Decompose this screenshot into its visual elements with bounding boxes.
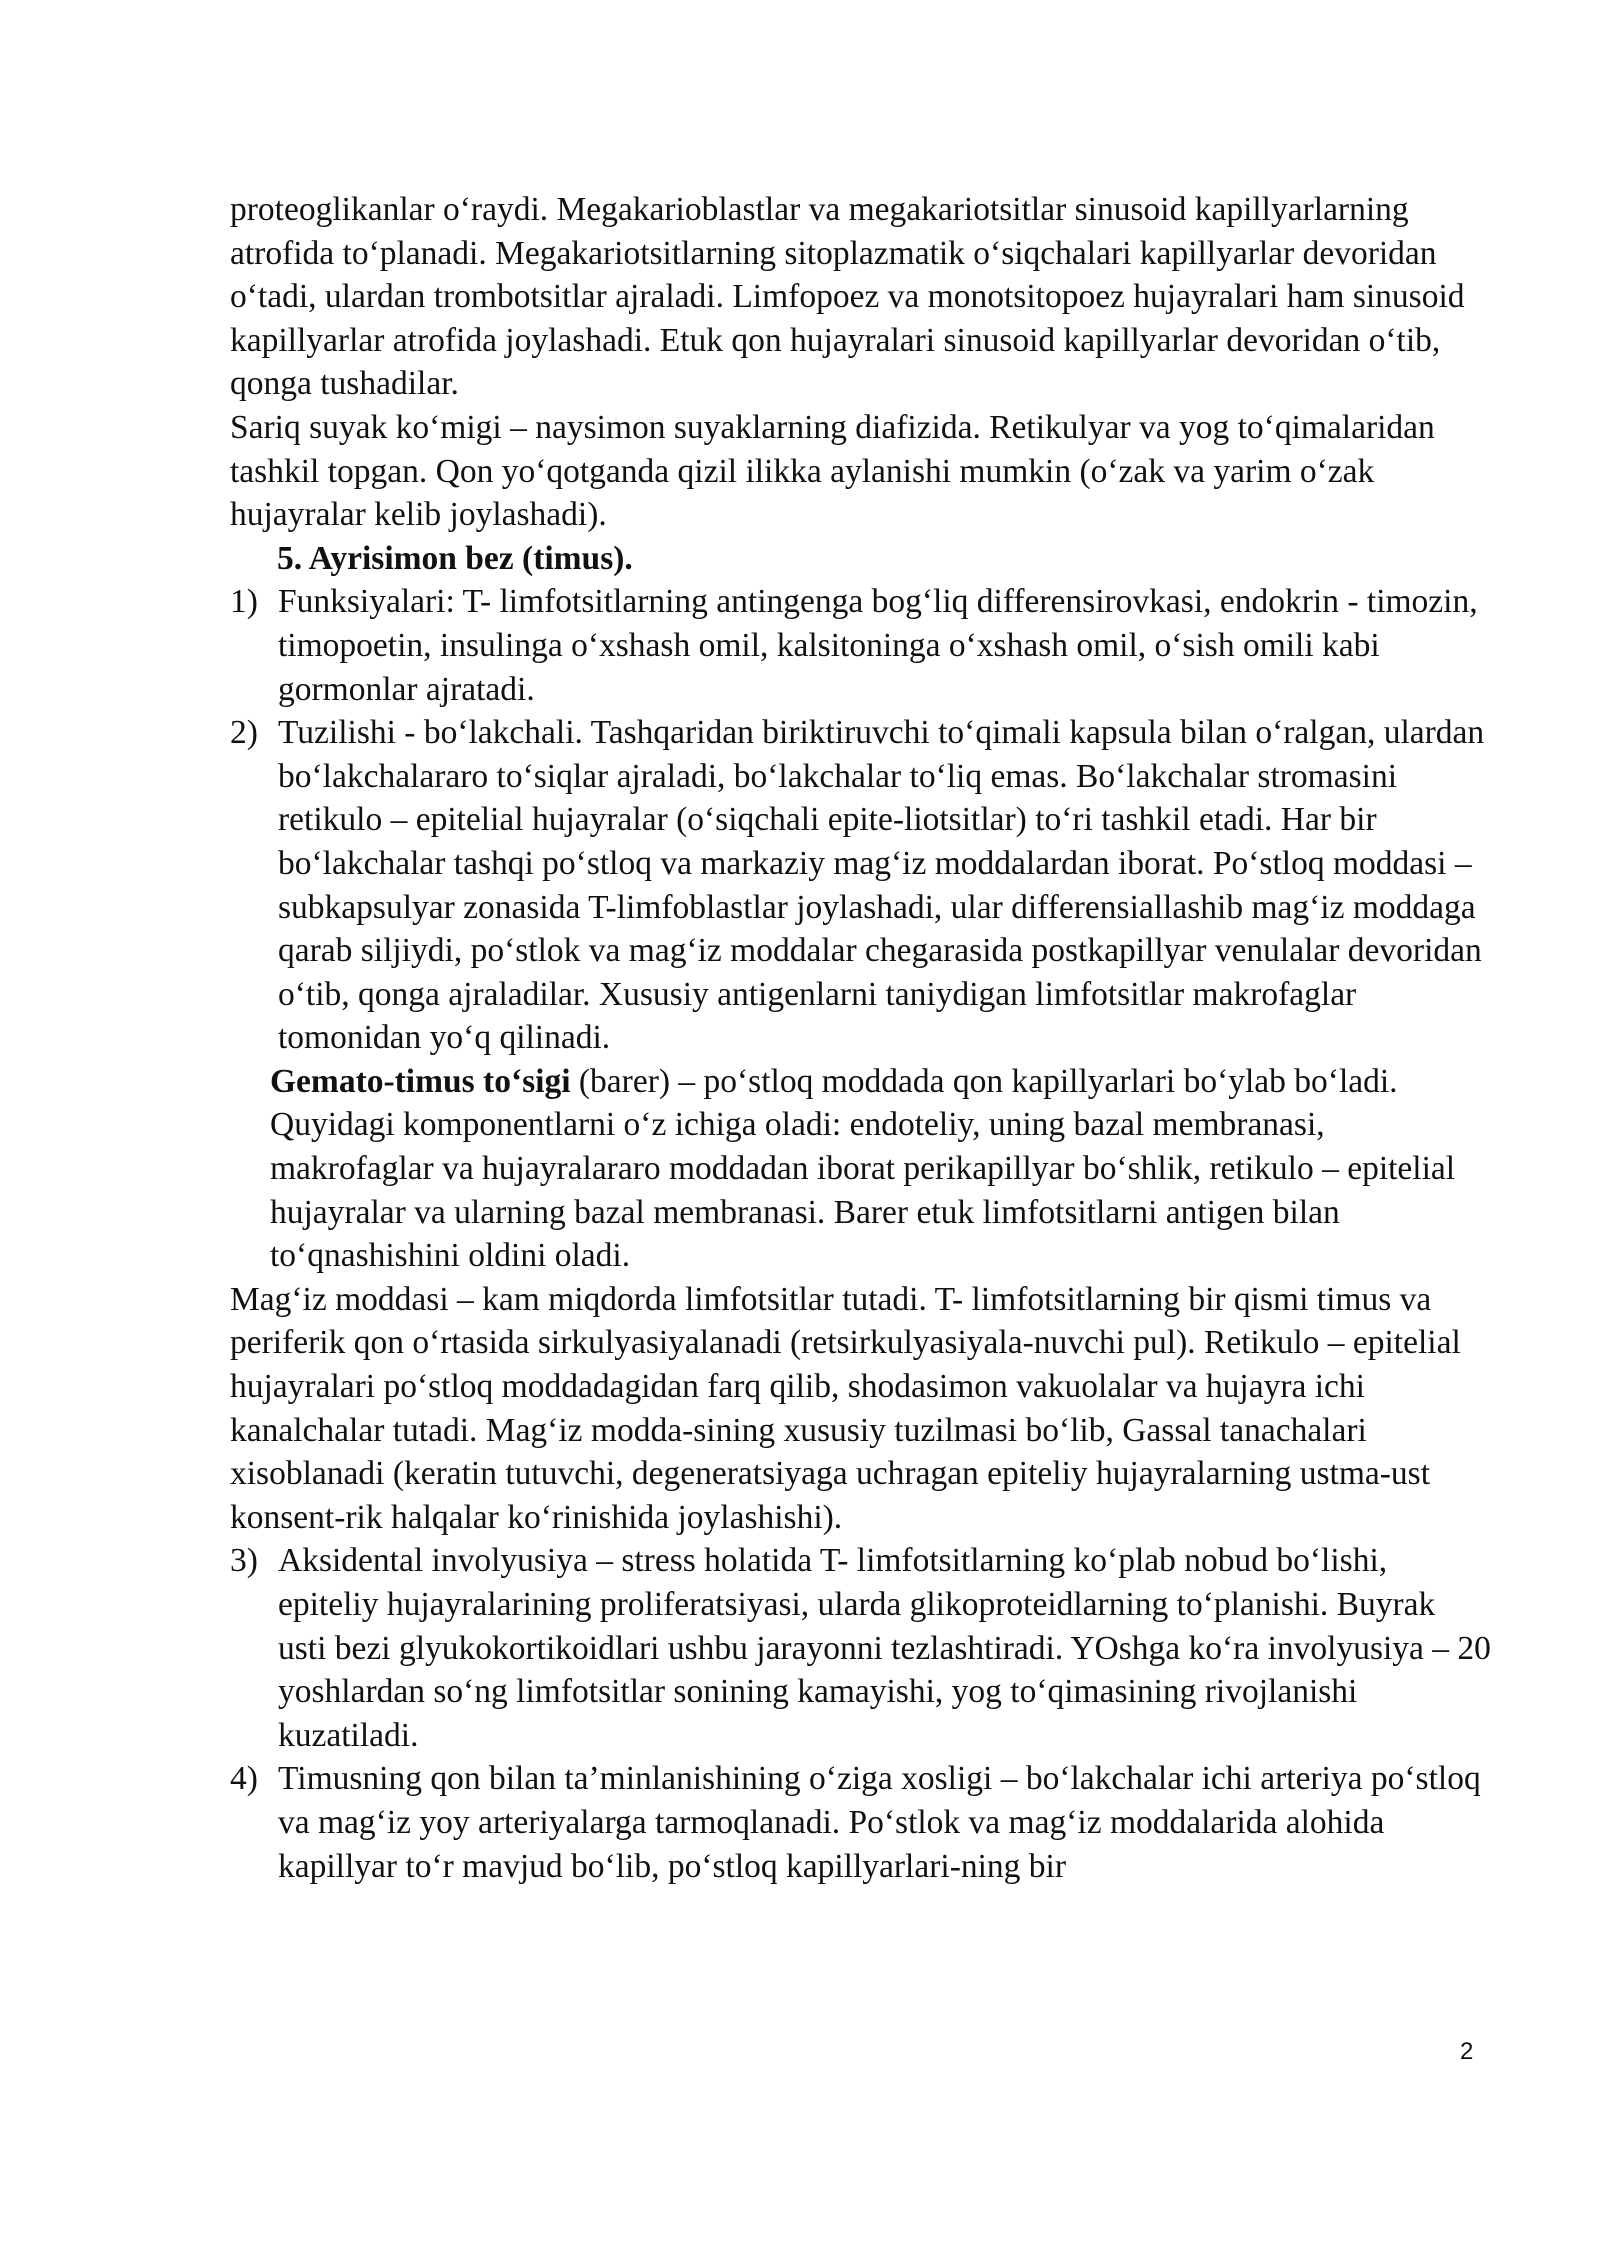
list-item-text: Tuzilishi - bo‘lakchali. Tashqaridan biriktiruvchi to‘qimali kapsula bilan o‘ralgan, ulardan bo‘lakchalararo to‘siqlar ajraladi, bo‘lakchalar to‘liq emas. Bo‘lakchalar stromasini retikulo – epitelial hujayralar (o‘siqchali epite-liotsitlar) to‘ri tashkil etadi. Har bir bo‘lakchalar tashqi po‘stloq va markaziy mag‘iz moddalardan iborat. Po‘stloq moddasi – subkapsulyar zonasida T-limfoblastlar joylashadi, ular differensiallashib mag‘iz moddaga qarab siljiydi, po‘stlok va mag‘iz moddalar chegarasida postkapillyar venulalar devoridan o‘tib, qonga ajraladilar. Xususiy antigenlarni taniydigan limfotsitlar makrofaglar tomonidan yo‘q qilinadi. [278,714,1485,1057]
list-item [230,1757,1492,1888]
list-item [230,711,1492,1060]
list-item-text: Aksidental involyusiya – stress holatida T- limfotsitlarning ko‘plab nobud bo‘lishi, epiteliy hujayralarining proliferatsiyasi, ularda glikoproteidlarning to‘planishi. Buyrak usti bezi glyukokortikoidlari ushbu jarayonni tezlashtiradi. YOshga ko‘ra involyusiya – 20 yoshlardan so‘ng limfotsitlar sonining kamayishi, yog to‘qimasining rivojlanishi kuzatiladi. [278,1542,1491,1754]
barrier-term: Gemato-timus to‘sigi [270,1062,571,1100]
page-number: 2 [1460,2038,1474,2065]
paragraph-medulla: Mag‘iz moddasi – kam miqdorda limfotsitlar tutadi. T- limfotsitlarning bir qismi timus va periferik qon o‘rtasida sirkulyasiyalanadi (retsirkulyasiyala-nuvchi pul). Retikulo – epitelial hujayralari po‘stloq moddadagidan farq qilib, shodasimon vakuolalar va hujayra ichi kanalchalar tutadi. Mag‘iz modda-sining xususiy tuzilmasi bo‘lib, Gassal tanachalari xisoblanadi (keratin tutuvchi, degeneratsiyaga uchragan epiteliy hujayralarning ustma-ust konsent-rik halqalar ko‘rinishida joylashishi). [230,1280,1461,1536]
list-item-number: 2) [230,714,258,752]
list-item-text: Timusning qon bilan ta’minlanishining o‘ziga xosligi – bo‘lakchalar ichi arteriya po‘stloq va mag‘iz yoy arteriyalarga tarmoqlanadi. Po‘stlok va mag‘iz moddalarida alohida kapillyar to‘r mavjud bo‘lib, po‘stloq kapillyarlari-ning bir [278,1760,1481,1885]
list-item [230,580,1492,711]
numbered-list-first [230,580,1492,1060]
paragraph-bone-marrow: proteoglikanlar o‘raydi. Megakarioblastlar va megakariotsitlar sinusoid kapillyarlarning atrofida to‘planadi. Megakariotsitlarning sitoplazmatik o‘siqchalari kapillyarlar devoridan o‘tadi, ulardan trombotsitlar ajraladi. Limfopoez va monotsitopoez hujayralari ham sinusoid kapillyarlar atrofida joylashadi. Etuk qon hujayralari sinusoid kapillyarlar devoridan o‘tib, qonga tushadilar. [230,191,1465,403]
list-item-number: 4) [230,1760,258,1798]
list-item-number: 3) [230,1542,258,1580]
section-heading: 5. Ayrisimon bez (timus). [277,539,633,577]
paragraph-blood-thymus-barrier [230,1060,1492,1278]
numbered-list-second [230,1539,1492,1888]
paragraph-yellow-marrow: Sariq suyak ko‘migi – naysimon suyaklarning diafizida. Retikulyar va yog to‘qimalaridan tashkil topgan. Qon yo‘qotganda qizil ilikka aylanishi mumkin (o‘zak va yarim o‘zak hujayralar kelib joylashadi). [230,408,1435,534]
list-item-text: Funksiyalari: T- limfotsitlarning antingenga bog‘liq differensirovkasi, endokrin - timozin, timopoetin, insulinga o‘xshash omil, kalsitoninga o‘xshash omil, o‘sish omili kabi gormonlar ajratadi. [278,583,1478,708]
list-item [230,1539,1492,1757]
page-body [230,188,1492,1888]
list-item-number: 1) [230,583,258,621]
barrier-text: (barer) – po‘stloq moddada qon kapillyarlari bo‘ylab bo‘ladi. Quyidagi komponentlarni o‘z ichiga oladi: endoteliy, uning bazal membranasi, makrofaglar va hujayralararo moddadan iborat perikapillyar bo‘shlik, retikulo – epitelial hujayralar va ularning bazal membranasi. Barer etuk limfotsitlarni antigen bilan to‘qnashishini oldini oladi. [270,1062,1456,1275]
